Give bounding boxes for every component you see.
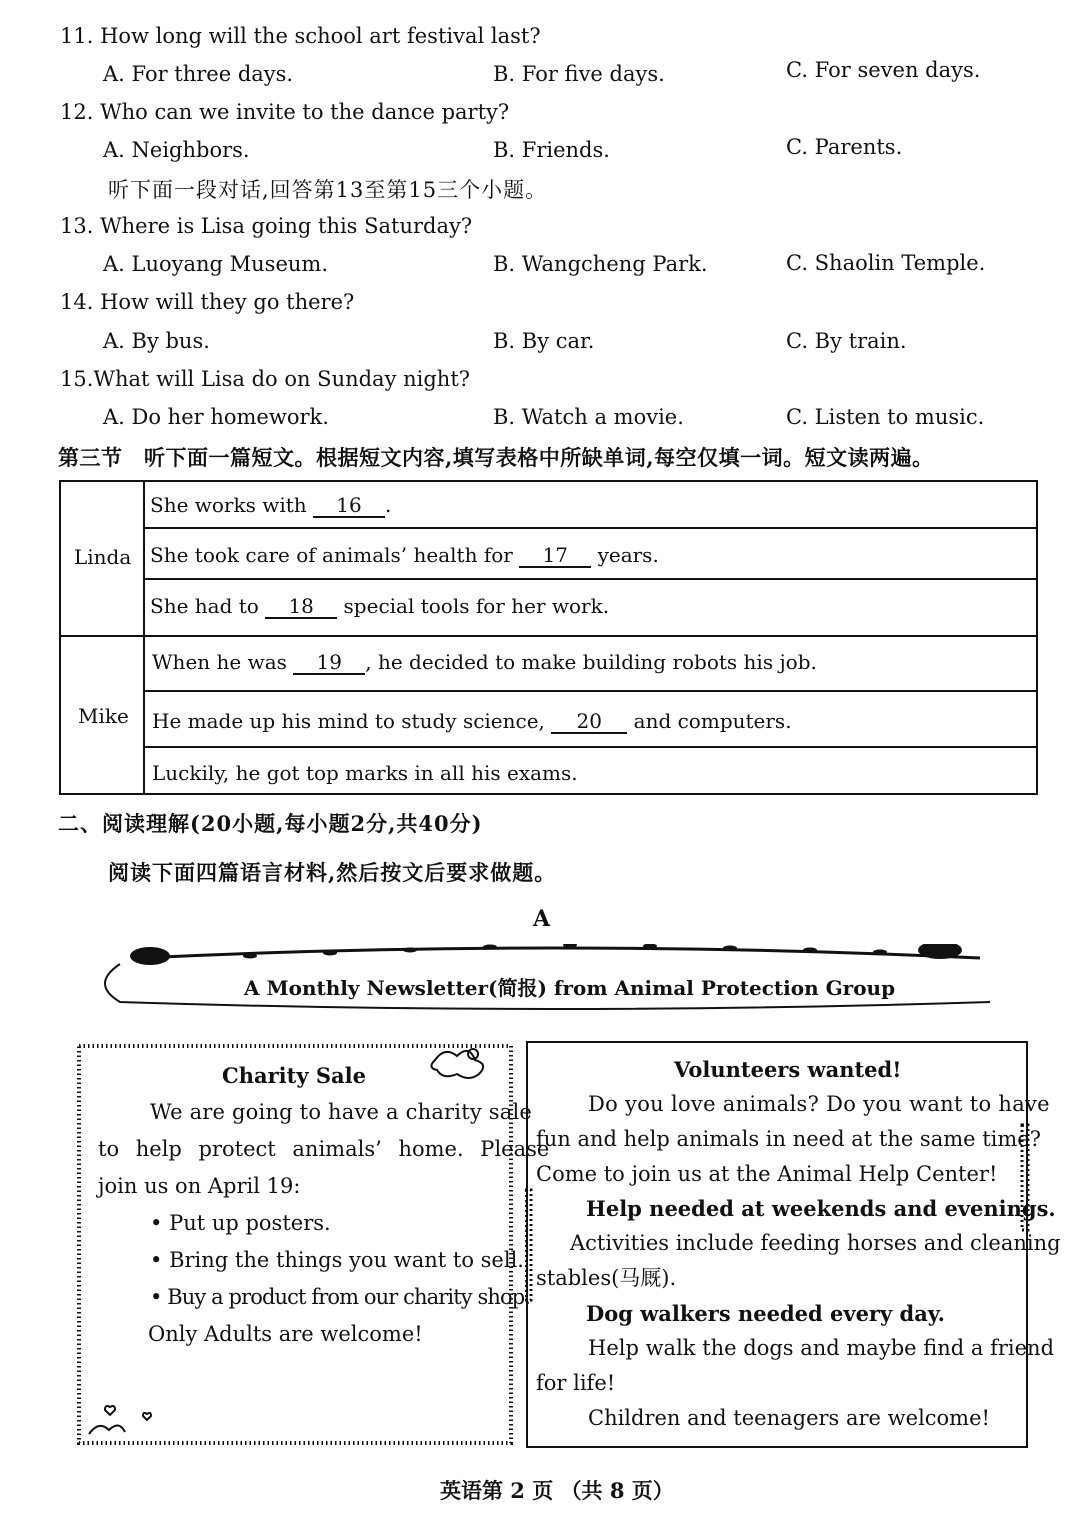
question-15-text: 15.What will Lisa do on Sunday night? — [60, 367, 471, 391]
option-b: B. Friends. — [493, 138, 610, 162]
charity-title: Charity Sale — [222, 1063, 366, 1088]
blank-16: 16 — [313, 494, 385, 518]
table-row — [152, 709, 792, 734]
part2-heading: 二、阅读理解(20小题,每小题2分,共40分) — [58, 811, 483, 836]
row-text: She works with — [150, 493, 307, 517]
blank-17: 17 — [519, 544, 591, 568]
table-row-divider — [144, 746, 1036, 748]
option-b: B. By car. — [493, 329, 595, 353]
newsletter-banner — [100, 944, 1000, 1012]
option-a: A. Luoyang Museum. — [103, 252, 329, 276]
volunteers-subheading: Dog walkers needed every day. — [586, 1301, 945, 1326]
option-a: A. Do her homework. — [103, 405, 329, 429]
volunteers-text: Come to join us at the Animal Help Center! — [536, 1162, 998, 1186]
charity-note: Only Adults are welcome! — [148, 1322, 423, 1346]
row-text: . — [385, 493, 392, 517]
option-a: A. Neighbors. — [103, 138, 250, 162]
option-c: C. Listen to music. — [786, 405, 985, 429]
table-row-divider — [144, 527, 1036, 529]
blank-19: 19 — [293, 651, 365, 675]
option-c: C. Parents. — [786, 135, 903, 159]
option-a: A. By bus. — [103, 329, 210, 353]
row-text: She took care of animals’ health for — [150, 543, 513, 567]
question-13-text: 13. Where is Lisa going this Saturday? — [60, 214, 473, 238]
bullet-text: Buy a product from our charity shop. — [167, 1285, 531, 1309]
table-row — [150, 543, 659, 568]
option-c: C. Shaolin Temple. — [786, 251, 986, 275]
blank-18: 18 — [265, 595, 337, 619]
section3-heading: 第三节 听下面一篇短文。根据短文内容,填写表格中所缺单词,每空仅填一词。短文读两遍。 — [58, 445, 934, 470]
row-text: years. — [597, 543, 659, 567]
row-text: , he decided to make building robots his job. — [365, 650, 817, 674]
option-b: B. Wangcheng Park. — [493, 252, 708, 276]
newsletter-title: A Monthly Newsletter(简报) from Animal Protection Group — [244, 976, 896, 1000]
volunteers-subheading: Help needed at weekends and evenings. — [586, 1196, 1056, 1221]
volunteers-title: Volunteers wanted! — [674, 1057, 902, 1082]
option-c: C. For seven days. — [786, 58, 981, 82]
bullet-text: Put up posters. — [169, 1211, 331, 1235]
question-14-text: 14. How will they go there? — [60, 290, 355, 314]
fill-in-table — [59, 480, 1038, 795]
row-header-linda: Linda — [74, 545, 132, 569]
list-item: • Buy a product from our charity shop. — [150, 1285, 531, 1309]
charity-text: We are going to have a charity sale — [150, 1100, 533, 1124]
bullet-text: Bring the things you want to sell. — [169, 1248, 524, 1272]
volunteers-text: Children and teenagers are welcome! — [588, 1406, 990, 1430]
table-row — [150, 594, 609, 619]
row-text: and computers. — [633, 709, 792, 733]
row-text: He made up his mind to study science, — [152, 709, 545, 733]
charity-sale-box — [75, 1042, 550, 1447]
question-12-text: 12. Who can we invite to the dance party? — [60, 100, 510, 124]
option-a: A. For three days. — [103, 62, 294, 86]
row-text: She had to — [150, 594, 259, 618]
option-b: B. Watch a movie. — [493, 405, 684, 429]
volunteers-text: stables(马厩). — [536, 1266, 677, 1290]
option-b: B. For five days. — [493, 62, 665, 86]
volunteers-text: Do you love animals? Do you want to have — [588, 1092, 1050, 1116]
row-header-mike: Mike — [78, 704, 129, 728]
option-c: C. By train. — [786, 329, 907, 353]
passage-label: A — [533, 906, 551, 932]
table-row — [150, 493, 391, 518]
volunteers-text: fun and help animals in need at the same time? — [536, 1127, 1041, 1151]
volunteers-box — [525, 1040, 1061, 1450]
charity-text: to help protect animals’ home. Please — [98, 1137, 550, 1161]
row-text: When he was — [152, 650, 287, 674]
volunteers-text: Activities include feeding horses and cleaning — [570, 1231, 1061, 1255]
row-text: special tools for her work. — [343, 594, 610, 618]
instruction-13-15: 听下面一段对话,回答第13至第15三个小题。 — [108, 178, 548, 202]
table-row-divider — [144, 578, 1036, 580]
question-11-text: 11. How long will the school art festival last? — [60, 24, 541, 48]
table-group-divider — [61, 635, 1036, 637]
list-item: • Bring the things you want to sell. — [150, 1248, 524, 1272]
table-row — [152, 650, 817, 675]
part2-instruction: 阅读下面四篇语言材料,然后按文后要求做题。 — [108, 860, 557, 885]
page-footer: 英语第 2 页 （共 8 页） — [440, 1478, 674, 1503]
table-row-divider — [144, 690, 1036, 692]
charity-text: join us on April 19: — [98, 1174, 301, 1198]
list-item: • Put up posters. — [150, 1211, 331, 1235]
blank-20: 20 — [551, 710, 627, 734]
volunteers-text: for life! — [536, 1371, 616, 1395]
table-row: Luckily, he got top marks in all his exams. — [152, 761, 578, 785]
volunteers-text: Help walk the dogs and maybe find a friend — [588, 1336, 1055, 1360]
